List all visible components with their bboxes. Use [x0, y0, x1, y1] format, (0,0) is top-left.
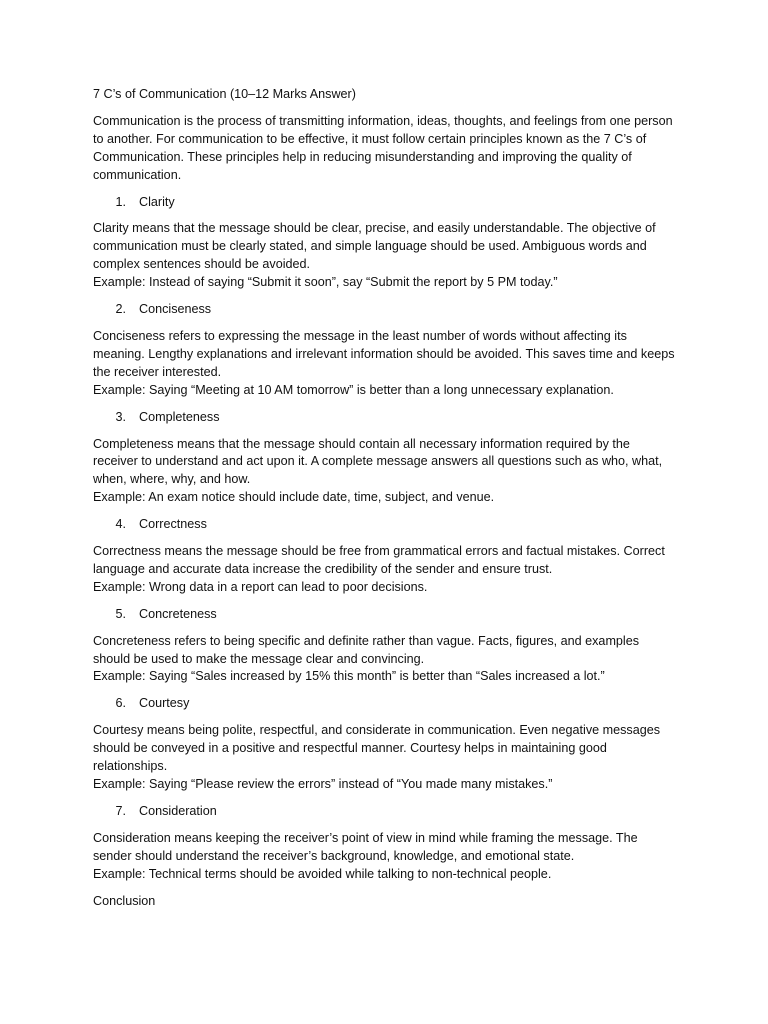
section-heading-label: Clarity: [139, 194, 175, 209]
list-number-wrap: [93, 803, 139, 821]
list-number-wrap: [93, 695, 139, 713]
section-heading: [93, 695, 678, 713]
list-number-wrap: [93, 516, 139, 534]
section-heading-label: Courtesy: [139, 696, 190, 711]
section-example: Example: Saying “Please review the errors” instead of “You made many mistakes.”: [93, 777, 553, 791]
section-heading-label: Concreteness: [139, 606, 217, 621]
section-heading: [93, 301, 678, 319]
section-heading-label: Consideration: [139, 803, 217, 818]
list-number: 2.: [115, 302, 126, 317]
section-heading-label: Correctness: [139, 517, 207, 532]
list-number-wrap: [93, 409, 139, 427]
intro-paragraph: Communication is the process of transmitting information, ideas, thoughts, and feelings from one person to another. For communication to be effective, it must follow certain principles known as the 7 C’s of Communication. These principles help in reducing misunderstanding and improving the quality of communication.: [93, 113, 673, 182]
section-body: [93, 328, 678, 400]
section-example: Example: Wrong data in a report can lead to poor decisions.: [93, 579, 428, 594]
section-body: [93, 633, 678, 687]
section-description: Concreteness refers to being specific and definite rather than vague. Facts, figures, and examples should be used to make the message clear and convincing.: [93, 633, 640, 666]
sections-container: [93, 194, 678, 884]
section-example: Example: An exam notice should include date, time, subject, and venue.: [93, 490, 495, 505]
list-number: 7.: [115, 803, 126, 818]
document-title: 7 C’s of Communication (10–12 Marks Answer): [93, 87, 356, 101]
section-description: Consideration means keeping the receiver’s point of view in mind while framing the message. The sender should understand the receiver’s background, knowledge, and emotional state.: [93, 830, 638, 863]
section-description: Courtesy means being polite, respectful, and considerate in communication. Even negative messages should be conveyed in a positive and respectful manner. Courtesy helps in maintaining good relationships.: [93, 723, 661, 774]
section-heading-label: Completeness: [139, 409, 220, 424]
section-description: Completeness means that the message should contain all necessary information required by the receiver to understand and act upon it. A complete message answers all questions such as who, what, when, where, why, and how.: [93, 436, 663, 487]
section-body: [93, 436, 678, 508]
list-number-wrap: [93, 606, 139, 624]
section-example: Example: Saying “Meeting at 10 AM tomorrow” is better than a long unnecessary explanation.: [93, 382, 614, 397]
section-heading: [93, 803, 678, 821]
section-body: [93, 722, 678, 794]
section-example: Example: Technical terms should be avoided while talking to non-technical people.: [93, 866, 552, 881]
section-body: [93, 543, 678, 597]
list-number: 1.: [115, 194, 126, 209]
section-heading: [93, 409, 678, 427]
conclusion-heading: Conclusion: [93, 893, 156, 908]
section-heading: [93, 516, 678, 534]
section-example: Example: Instead of saying “Submit it soon”, say “Submit the report by 5 PM today.”: [93, 275, 558, 290]
section-heading: [93, 606, 678, 624]
list-number-wrap: [93, 194, 139, 212]
section-body: [93, 830, 678, 884]
list-number: 5.: [115, 606, 126, 621]
section-body: [93, 220, 678, 292]
section-description: Clarity means that the message should be clear, precise, and easily understandable. The objective of communication must be clearly stated, and simple language should be used. Ambiguous words and complex sentences should be avoided.: [93, 221, 656, 272]
list-number: 3.: [115, 409, 126, 424]
section-heading: [93, 194, 678, 212]
list-number: 6.: [115, 696, 126, 711]
document-page: [93, 86, 678, 919]
section-description: Correctness means the message should be free from grammatical errors and factual mistakes. Correct language and accurate data increase the credibility of the sender and ensure trust.: [93, 544, 665, 576]
section-example: Example: Saying “Sales increased by 15% this month” is better than “Sales increased a lot.”: [93, 669, 605, 684]
list-number-wrap: [93, 301, 139, 319]
section-heading-label: Conciseness: [139, 302, 212, 317]
section-description: Conciseness refers to expressing the message in the least number of words without affecting its meaning. Lengthy explanations and irrelevant information should be avoided. This saves time and keeps the receiver interested.: [93, 328, 675, 379]
list-number: 4.: [115, 517, 126, 532]
